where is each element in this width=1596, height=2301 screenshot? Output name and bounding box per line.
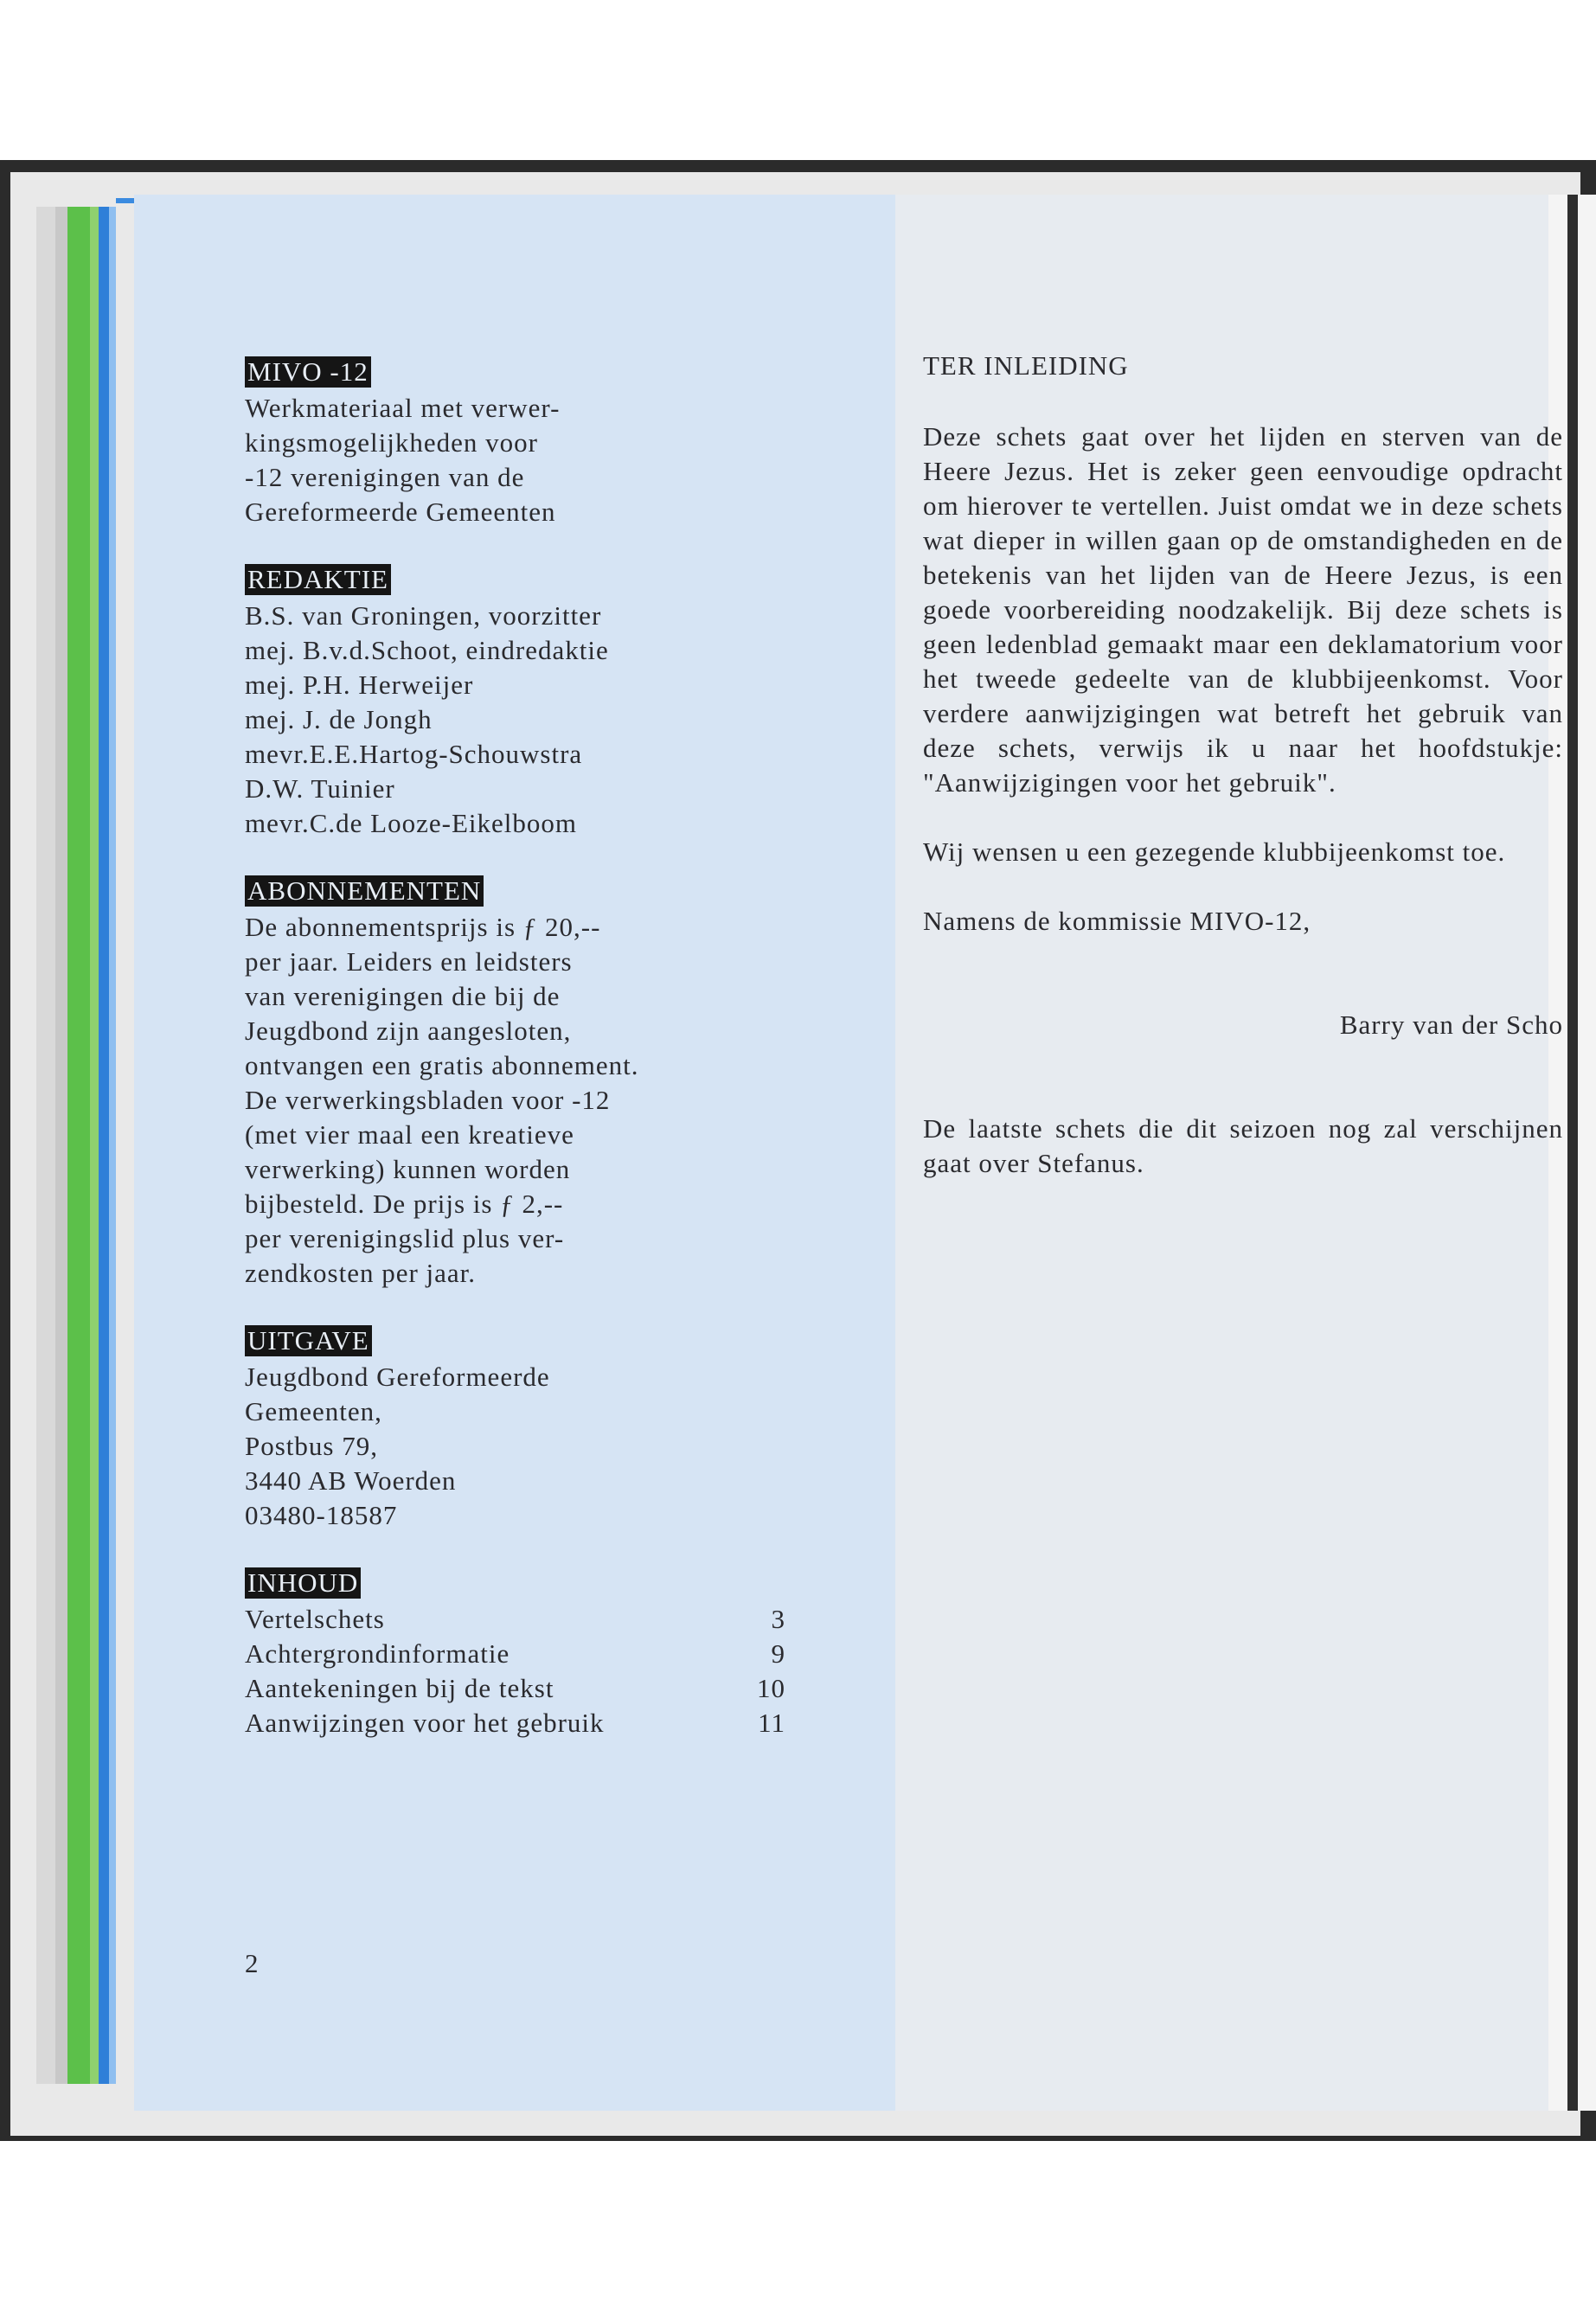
subscription-line: zendkosten per jaar.: [245, 1258, 477, 1288]
spine-strip: [36, 207, 55, 2084]
regards-line: Namens de kommissie MIVO-12,: [923, 906, 1311, 936]
subscription-line: Jeugdbond zijn aangesloten,: [245, 1016, 572, 1046]
redaktie-label: REDAKTIE: [245, 564, 391, 595]
mivo-line: Gereformeerde Gemeenten: [245, 497, 556, 527]
subscription-line: De abonnementsprijs is ƒ 20,--: [245, 912, 601, 942]
publisher-line: Gemeenten,: [245, 1396, 382, 1426]
spine-strip-blue: [99, 207, 109, 2084]
closing-paragraph: De laatste schets die dit seizoen nog zal verschijnen gaat over Stefanus.: [923, 1113, 1563, 1178]
inhoud-label: INHOUD: [245, 1567, 361, 1599]
toc-row: [245, 1671, 785, 1706]
mivo-line: Werkmateriaal met verwer-: [245, 393, 561, 423]
toc-page: 10: [757, 1673, 785, 1703]
toc-title: Achtergrondinformatie: [245, 1638, 510, 1669]
subscription-line: (met vier maal een kreatieve: [245, 1119, 574, 1150]
uitgave-label: UITGAVE: [245, 1325, 372, 1356]
subscription-line: per jaar. Leiders en leidsters: [245, 946, 573, 977]
toc-title: Aanwijzingen voor het gebruik: [245, 1708, 605, 1738]
mivo-section: [245, 355, 798, 529]
subscription-line: bijbesteld. De prijs is ƒ 2,--: [245, 1189, 564, 1219]
abonnementen-label: ABONNEMENTEN: [245, 875, 484, 907]
mivo-label: MIVO -12: [245, 356, 371, 388]
publisher-line: Postbus 79,: [245, 1431, 378, 1461]
wish-paragraph: Wij wensen u een gezegende klubbijeenkomst toe.: [923, 836, 1506, 867]
toc-row: [245, 1706, 785, 1740]
toc-page: 9: [771, 1638, 785, 1669]
signature: Barry van der Scho: [1339, 1009, 1563, 1040]
mivo-line: -12 verenigingen van de: [245, 462, 525, 492]
editor-line: mej. J. de Jongh: [245, 704, 433, 734]
subscription-line: ontvangen een gratis abonnement.: [245, 1050, 639, 1080]
mivo-line: kingsmogelijkheden voor: [245, 427, 538, 458]
abonnementen-section: [245, 874, 798, 1291]
subscription-line: De verwerkingsbladen voor -12: [245, 1085, 611, 1115]
inhoud-section: [245, 1566, 798, 1740]
editor-line: B.S. van Groningen, voorzitter: [245, 600, 602, 631]
editor-line: D.W. Tuinier: [245, 773, 395, 804]
introduction-column: [923, 349, 1563, 1181]
toc-title: Vertelschets: [245, 1604, 385, 1634]
toc-page: 3: [771, 1604, 785, 1634]
spine-strip-green: [67, 207, 90, 2084]
editor-line: mej. P.H. Herweijer: [245, 670, 474, 700]
binder-edge: [1567, 195, 1578, 2111]
toc-row: [245, 1602, 785, 1637]
toc-row: [245, 1637, 785, 1671]
publisher-line: Jeugdbond Gereformeerde: [245, 1362, 550, 1392]
publisher-line: 03480-18587: [245, 1500, 398, 1530]
toc-page: 11: [758, 1708, 785, 1738]
subscription-line: verwerking) kunnen worden: [245, 1154, 571, 1184]
intro-paragraph: Deze schets gaat over het lijden en sterven van de Heere Jezus. Het is zeker geen eenvoudige opdracht om hierover te vertellen. Juist omdat we in deze schets wat dieper in willen gaan op de omstandigheden en de betekenis van het lijden van de Heere Jezus, is een goede voorbereiding noodzakelijk. Bij deze schets is geen ledenblad gemaakt maar een deklamatorium voor het tweede gedeelte van de klubbijeenkomst. Voor verdere aanwijzigingen wat betreft het gebruik van deze schets, verwijs ik u naar het hoofdstukje: "Aanwijzigingen voor het gebruik".: [923, 421, 1563, 798]
publisher-line: 3440 AB Woerden: [245, 1465, 457, 1496]
section-heading: TER INLEIDING: [923, 350, 1129, 381]
page-number: 2: [245, 1948, 259, 1978]
editor-line: mej. B.v.d.Schoot, eindredaktie: [245, 635, 609, 665]
toc-title: Aantekeningen bij de tekst: [245, 1673, 554, 1703]
spine-strip-blue-light: [109, 207, 116, 2084]
spine-strip-green-light: [90, 207, 99, 2084]
uitgave-section: [245, 1324, 798, 1533]
redaktie-section: [245, 562, 798, 841]
subscription-line: van verenigingen die bij de: [245, 981, 561, 1011]
spine-strip: [55, 207, 67, 2084]
subscription-line: per verenigingslid plus ver-: [245, 1223, 565, 1253]
editor-line: mevr.E.E.Hartog-Schouwstra: [245, 739, 583, 769]
colophon-column: [245, 355, 798, 1773]
editor-line: mevr.C.de Looze-Eikelboom: [245, 808, 577, 838]
